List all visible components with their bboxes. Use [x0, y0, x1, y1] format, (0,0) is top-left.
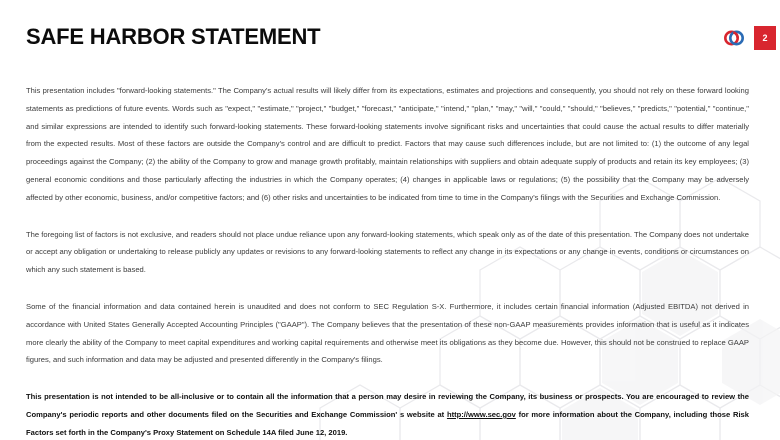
page-number-badge: 2	[754, 26, 776, 50]
page-title: SAFE HARBOR STATEMENT	[26, 24, 321, 49]
sec-filings-text-before: This presentation is not intended to be all-inclusive or to contain all the information that a person may desire in reviewing the Company, its business or prospects. You are encouraged to review the Company's periodic reports and other documents filed on the Securities and Exchange Commission' s website at	[26, 392, 749, 419]
disclaimer-paragraph-factors: The foregoing list of factors is not exclusive, and readers should not place undue reliance upon any forward-looking statements, which speak only as of the date of this presentation. The Company does not undertake or accept any obligation or undertaking to release publicly any updates or revisions to any forward-looking statements to reflect any change in its expectations or any change in events, conditions or circumstances on which any such statement is based.	[26, 229, 749, 275]
sec-website-link[interactable]: http://www.sec.gov	[446, 409, 516, 419]
disclaimer-paragraph-forward-looking: This presentation includes "forward-looking statements." The Company's actual results will likely differ from its expectations, estimates and projections and consequently, you should not rely on these forward looking statements as predictions of future events. Words such as "expect," "estimate," "project," "budget," "forecast," "anticipate," "intend," "plan," "may," "will," "could," "should," "believes," "predicts," "potential," "continue," and similar expressions are intended to identify such forward-looking statements. These forward-looking statements involve significant risks and uncertainties that could cause the actual results to differ materially from the expected results. Most of these factors are outside the Company's control and are difficult to predict. Factors that may cause such differences include, but are not limited to: (1) the outcome of any legal proceedings against the Company; (2) the ability of the Company to grow and manage growth profitably, maintain relationships with suppliers and obtain adequate supply of products and retain its key employees; (3) general economic conditions and those particularly affecting the industries in which the Company operates; (4) changes in applicable laws or regulations; (5) the possibility that the Company may be adversely affected by other economic, business, and/or competitive factors; and (6) other risks and uncertainties to be indicated from time to time in the Company's filings with the Securities and Exchange Commission.	[26, 86, 749, 202]
interlocking-rings-logo-icon	[722, 26, 746, 50]
disclaimer-body	[26, 82, 749, 440]
disclaimer-paragraph-sec-filings	[26, 388, 749, 440]
disclaimer-paragraph-non-gaap: Some of the financial information and data contained herein is unaudited and does not conform to SEC Regulation S-X. Furthermore, it includes certain financial information (Adjusted EBITDA) not derived in accordance with United States Generally Accepted Accounting Principles ("GAAP"). The Company believes that the presentation of these non-GAAP measurements provides information that is useful as it indicates more clearly the ability of the Company to meet capital expenditures and working capital requirements and otherwise meet its obligations as they become due. However, this should not be construed to replace GAAP figures, and such information and data may be adjusted and presented differently in the Company's filings.	[26, 301, 749, 365]
sec-filings-text-after: for more information about the Company, including those Risk Factors set forth in the Company's Proxy Statement on Schedule 14A filed June 12, 2019.	[26, 409, 749, 437]
